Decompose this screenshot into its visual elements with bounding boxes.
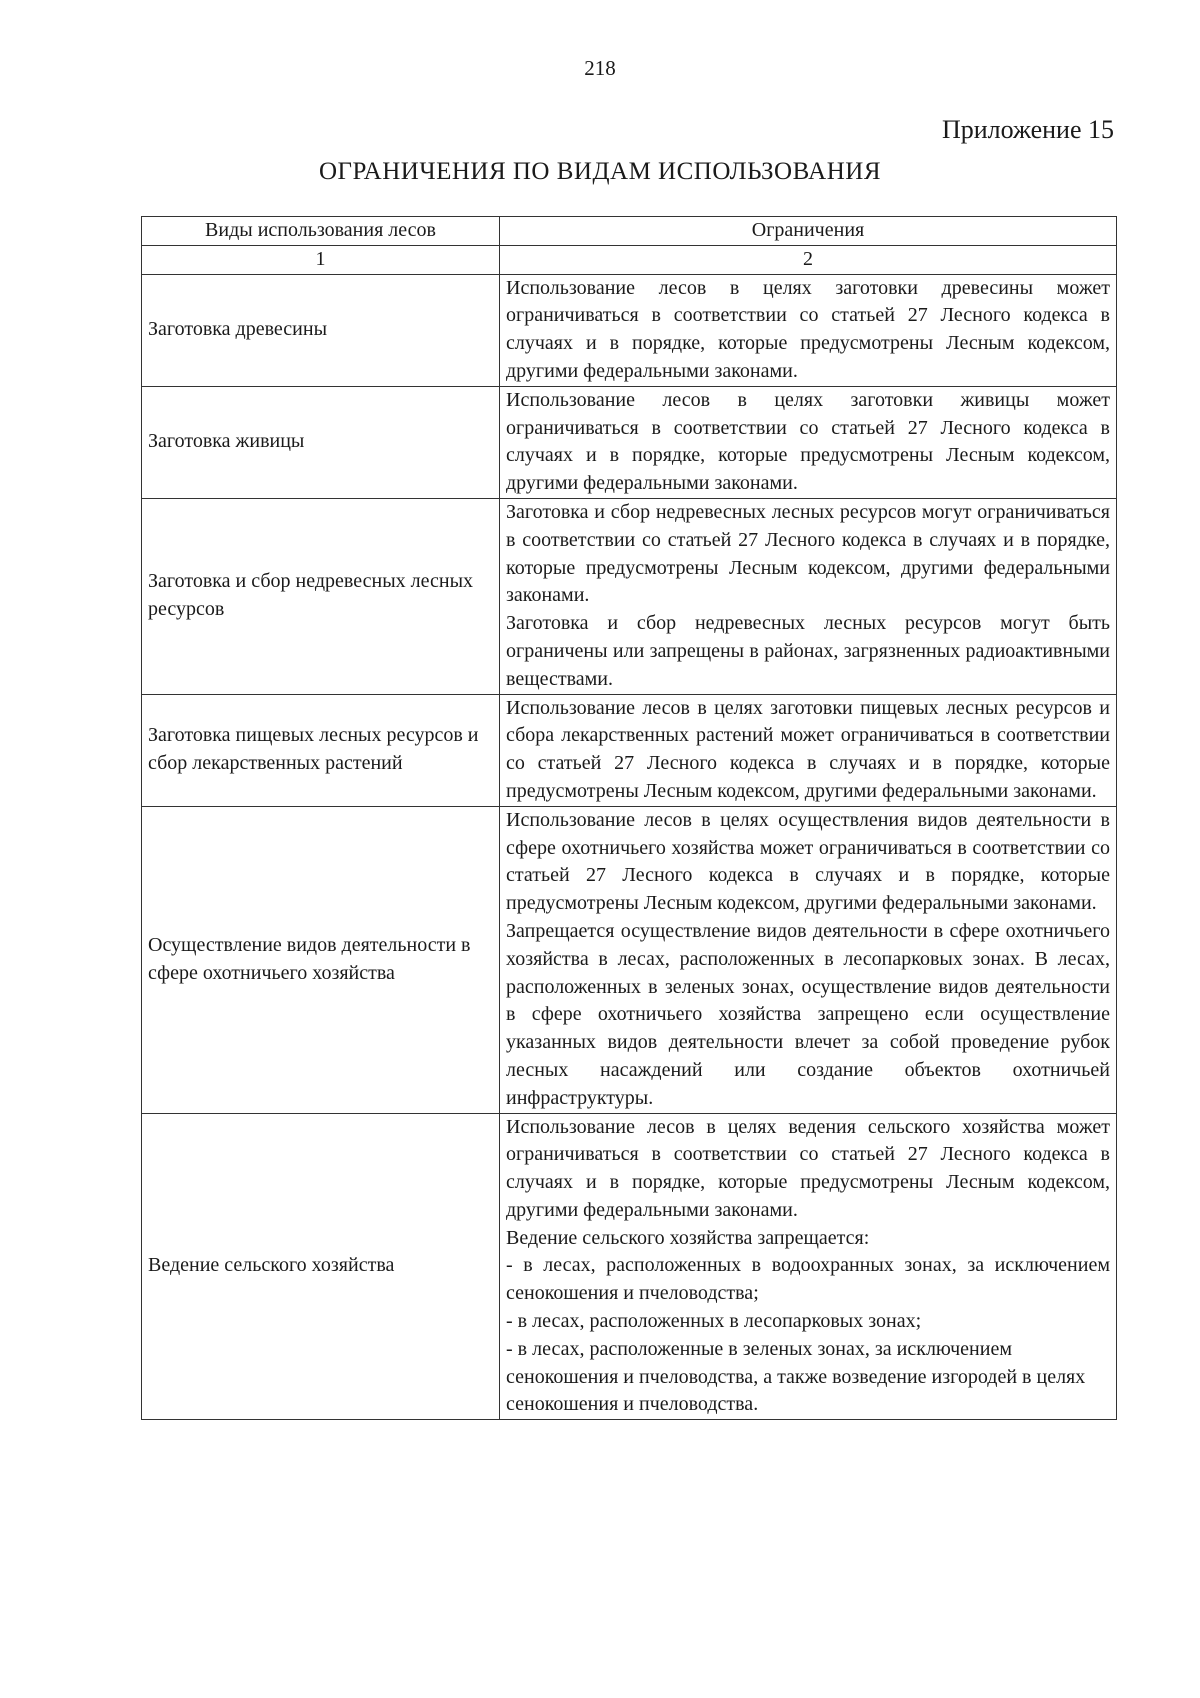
restriction-paragraph: Заготовка и сбор недревесных лесных ресурсов могут быть ограничены или запрещены в районах, загрязненных радиоактивными веществами. — [506, 612, 1110, 690]
table-header-row — [142, 217, 1117, 246]
use-type-cell: Осуществление видов деятельности в сфере охотничьего хозяйства — [142, 806, 500, 1113]
use-type-cell: Заготовка и сбор недревесных лесных ресурсов — [142, 498, 500, 694]
restriction-list-item: - в лесах, расположенных в лесопарковых зонах; — [506, 1310, 922, 1333]
use-type-cell: Ведение сельского хозяйства — [142, 1113, 500, 1420]
restriction-list-item: - в лесах, расположенных в водоохранных зонах, за исключением сенокошения и пчеловодства; — [506, 1254, 1110, 1305]
column-header-restrictions: Ограничения — [500, 217, 1117, 246]
use-type-cell: Заготовка живицы — [142, 386, 500, 498]
restrictions-table — [141, 216, 1117, 1420]
table-row — [142, 1113, 1117, 1420]
table-row — [142, 274, 1117, 386]
table-row — [142, 498, 1117, 694]
restriction-paragraph: Использование лесов в целях ведения сельского хозяйства может ограничиваться в соответствии со статьей 27 Лесного кодекса в случаях и в порядке, которые предусмотрены Лесным кодексом, другими федеральными законами. — [506, 1115, 1110, 1221]
restriction-cell — [500, 498, 1117, 694]
restriction-cell — [500, 386, 1117, 498]
restriction-paragraph: Запрещается осуществление видов деятельности в сфере охотничьего хозяйства в лесах, расположенных в лесопарковых зонах. В лесах, расположенных в зеленых зонах, осуществление видов деятельности в сфере охотничьего хозяйства запрещено если осуществление указанных видов деятельности влечет за собой проведение рубок лесных насаждений или создание объектов охотничьей инфраструктуры. — [506, 919, 1110, 1109]
restriction-paragraph: Использование лесов в целях осуществления видов деятельности в сфере охотничьего хозяйства может ограничиваться в соответствии со статьей 27 Лесного кодекса в случаях и в порядке, которые предусмотрены Лесным кодексом, другими федеральными законами. — [506, 808, 1110, 915]
column-number-row — [142, 245, 1117, 274]
appendix-label: Приложение 15 — [941, 115, 1114, 144]
table-row — [142, 694, 1117, 806]
column-number-2: 2 — [500, 245, 1117, 274]
restriction-paragraph: Заготовка и сбор недревесных лесных ресурсов могут ограничиваться в соответствии со статьей 27 Лесного кодекса в случаях и в порядке, которые предусмотрены Лесным кодексом, другими федеральными законами. — [506, 500, 1110, 607]
restriction-cell — [500, 274, 1117, 386]
table-row — [142, 806, 1117, 1113]
restriction-list-item: - в лесах, расположенные в зеленых зонах, за исключением сенокошения и пчеловодства, а также возведение изгородей в целях сенокошения и пчеловодства. — [506, 1337, 1086, 1416]
restriction-paragraph: Ведение сельского хозяйства запрещается: — [506, 1226, 870, 1249]
use-type-cell: Заготовка пищевых лесных ресурсов и сбор лекарственных растений — [142, 694, 500, 806]
restriction-cell — [500, 806, 1117, 1113]
restriction-paragraph: Использование лесов в целях заготовки древесины может ограничиваться в соответствии со статьей 27 Лесного кодекса в случаях и в порядке, которые предусмотрены Лесным кодексом, другими федеральными законами. — [506, 276, 1110, 382]
column-header-use-type: Виды использования лесов — [142, 217, 500, 246]
restriction-paragraph: Использование лесов в целях заготовки пищевых лесных ресурсов и сбора лекарственных растений может ограничиваться в соответствии со статьей 27 Лесного кодекса в случаях и в порядке, которые предусмотрены Лесным кодексом, другими федеральными законами. — [506, 696, 1110, 802]
use-type-cell: Заготовка древесины — [142, 274, 500, 386]
restriction-cell — [500, 1113, 1117, 1420]
document-title: ОГРАНИЧЕНИЯ ПО ВИДАМ ИСПОЛЬЗОВАНИЯ — [318, 158, 882, 185]
table-row — [142, 386, 1117, 498]
column-number-1: 1 — [142, 245, 500, 274]
restriction-cell — [500, 694, 1117, 806]
restriction-paragraph: Использование лесов в целях заготовки живицы может ограничиваться в соответствии со статьей 27 Лесного кодекса в случаях и в порядке, которые предусмотрены Лесным кодексом, другими федеральными законами. — [506, 388, 1110, 495]
page-number: 218 — [584, 56, 616, 80]
